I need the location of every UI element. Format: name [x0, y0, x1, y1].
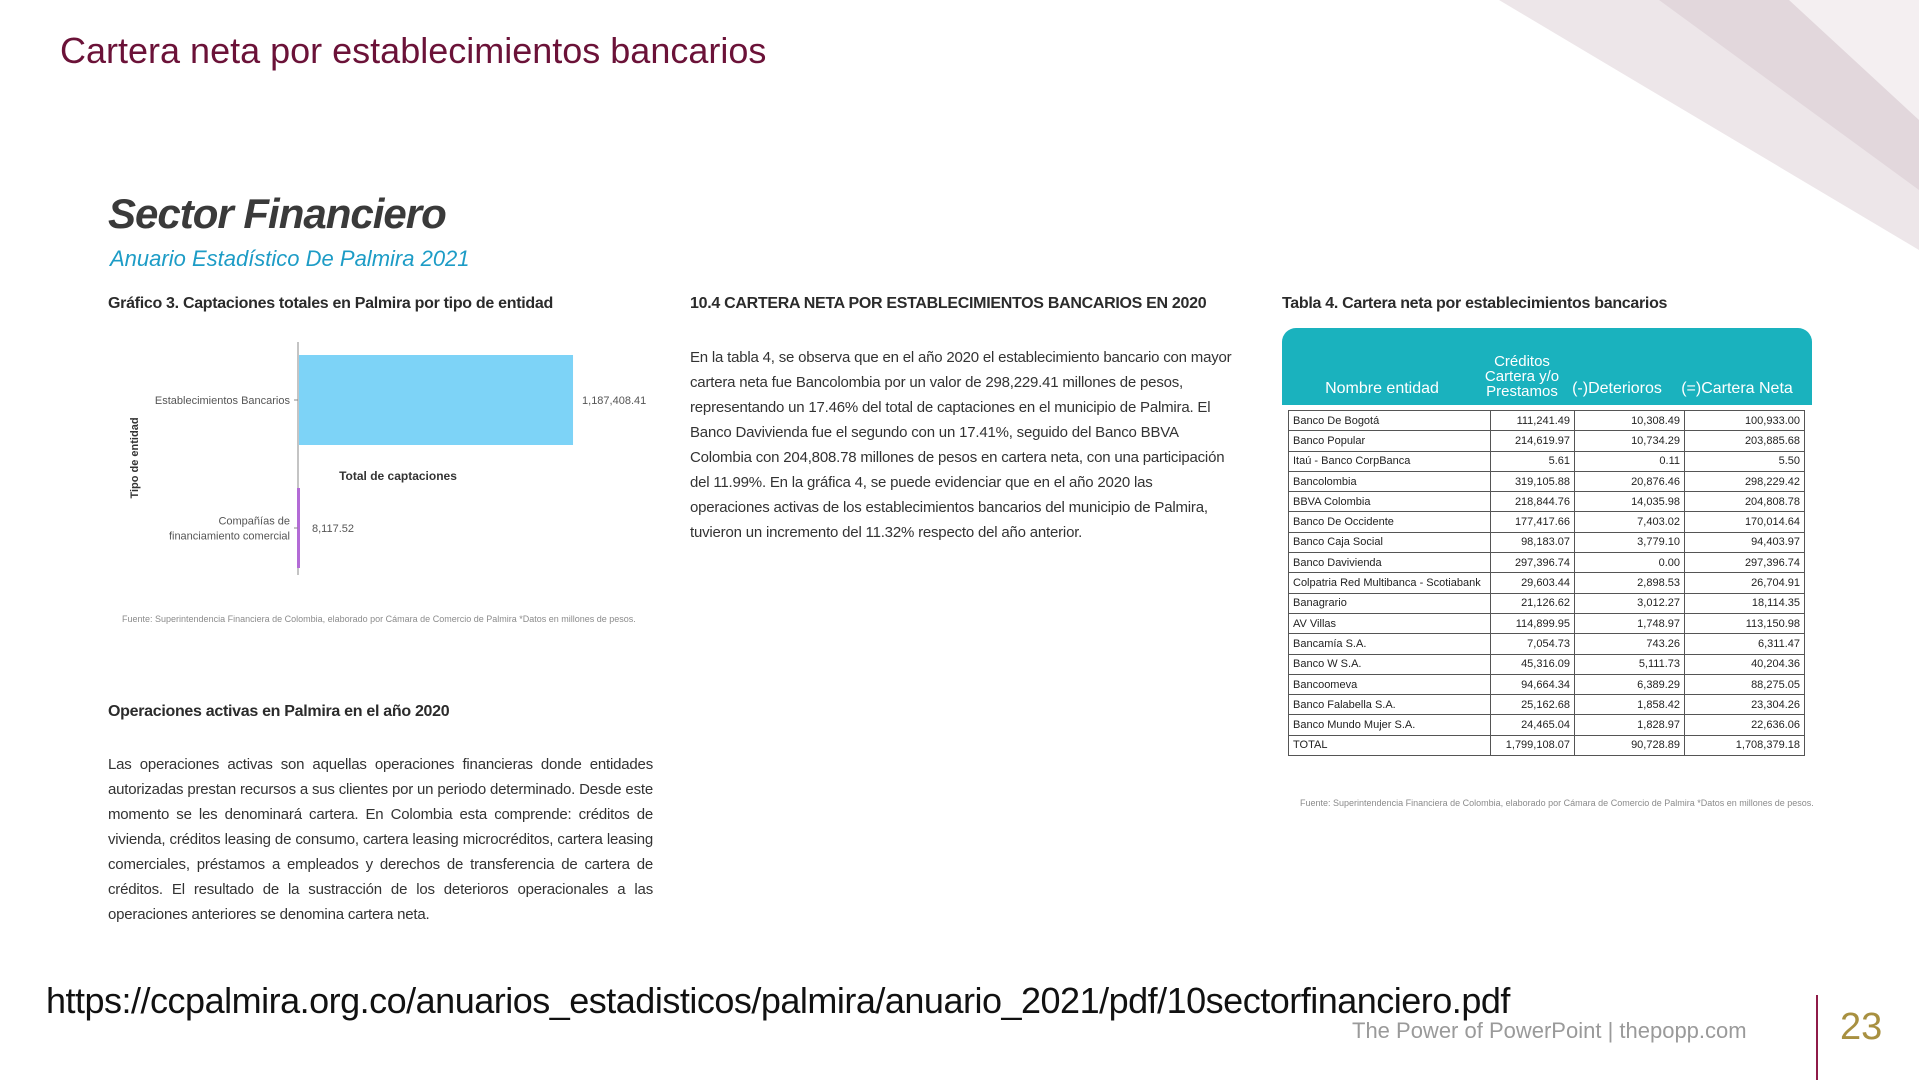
cell-deterioros: 1,858.42 — [1575, 695, 1685, 715]
cell-entity: Banco Davivienda — [1289, 553, 1491, 573]
cell-entity: Bancolombia — [1289, 471, 1491, 491]
cell-credits: 5.61 — [1491, 451, 1575, 471]
cell-net: 1,708,379.18 — [1685, 735, 1805, 755]
cell-entity: Banco Caja Social — [1289, 532, 1491, 552]
table-row — [1289, 634, 1805, 654]
cell-net: 203,885.68 — [1685, 431, 1805, 451]
table-row — [1289, 593, 1805, 613]
table-row — [1289, 695, 1805, 715]
cell-deterioros: 1,748.97 — [1575, 613, 1685, 633]
cell-net: 26,704.91 — [1685, 573, 1805, 593]
bar — [299, 355, 573, 445]
table-row — [1289, 512, 1805, 532]
cell-deterioros: 0.00 — [1575, 553, 1685, 573]
page-number: 23 — [1840, 1006, 1883, 1048]
cell-net: 6,311.47 — [1685, 634, 1805, 654]
table-row — [1289, 715, 1805, 735]
cell-deterioros: 20,876.46 — [1575, 471, 1685, 491]
cell-net: 40,204.36 — [1685, 654, 1805, 674]
cell-credits: 111,241.49 — [1491, 411, 1575, 431]
cell-credits: 21,126.62 — [1491, 593, 1575, 613]
cell-entity: Banco Falabella S.A. — [1289, 695, 1491, 715]
table-row — [1289, 613, 1805, 633]
cell-deterioros: 6,389.29 — [1575, 674, 1685, 694]
cell-entity: Banco Mundo Mujer S.A. — [1289, 715, 1491, 735]
cell-credits: 24,465.04 — [1491, 715, 1575, 735]
cell-deterioros: 743.26 — [1575, 634, 1685, 654]
document-subtitle: Anuario Estadístico De Palmira 2021 — [110, 246, 470, 271]
cell-credits: 114,899.95 — [1491, 613, 1575, 633]
footer-credit: The Power of PowerPoint | thepopp.com — [1352, 1018, 1747, 1043]
cell-deterioros: 2,898.53 — [1575, 573, 1685, 593]
cell-net: 22,636.06 — [1685, 715, 1805, 735]
header-credits: Créditos Cartera y/o Prestamos — [1484, 353, 1560, 400]
cell-deterioros: 10,308.49 — [1575, 411, 1685, 431]
cell-deterioros: 0.11 — [1575, 451, 1685, 471]
cell-entity: BBVA Colombia — [1289, 492, 1491, 512]
cell-net: 170,014.64 — [1685, 512, 1805, 532]
cell-credits: 218,844.76 — [1491, 492, 1575, 512]
chart-source-note: Fuente: Superintendencia Financiera de Colombia, elaborado por Cámara de Comercio de Palmira *Datos en millones de pesos. — [122, 614, 636, 624]
cell-net: 297,396.74 — [1685, 553, 1805, 573]
data-table-container — [1282, 328, 1812, 756]
table-row — [1289, 411, 1805, 431]
cell-net: 100,933.00 — [1685, 411, 1805, 431]
cell-net: 113,150.98 — [1685, 613, 1805, 633]
cell-deterioros: 3,012.27 — [1575, 593, 1685, 613]
cell-entity: Bancamía S.A. — [1289, 634, 1491, 654]
cell-deterioros: 3,779.10 — [1575, 532, 1685, 552]
category-label: financiamiento comercial — [168, 530, 290, 543]
source-url[interactable]: https://ccpalmira.org.co/anuarios_estadisticos/palmira/anuario_2021/pdf/10sectorfinanciero.pdf — [46, 980, 1510, 1021]
cell-entity: AV Villas — [1289, 613, 1491, 633]
document-title: Sector Financiero — [108, 190, 446, 237]
cell-entity: Banco W S.A. — [1289, 654, 1491, 674]
footer-divider — [1816, 995, 1818, 1080]
chart-heading: Gráfico 3. Captaciones totales en Palmira por tipo de entidad — [108, 295, 553, 312]
cell-credits: 94,664.34 — [1491, 674, 1575, 694]
cell-entity: Banagrario — [1289, 593, 1491, 613]
y-axis-label: Tipo de entidad — [129, 417, 141, 499]
cell-entity: Banco De Occidente — [1289, 512, 1491, 532]
cell-entity: Colpatria Red Multibanca - Scotiabank — [1289, 573, 1491, 593]
cell-net: 204,808.78 — [1685, 492, 1805, 512]
table-header — [1282, 328, 1812, 405]
table-row — [1289, 431, 1805, 451]
category-label: Establecimientos Bancarios — [154, 395, 290, 407]
cell-entity: Banco Popular — [1289, 431, 1491, 451]
header-entity-name: Nombre entidad — [1325, 380, 1439, 397]
cell-deterioros: 90,728.89 — [1575, 735, 1685, 755]
data-label: 1,187,408.41 — [582, 395, 647, 407]
cell-net: 88,275.05 — [1685, 674, 1805, 694]
cell-net: 23,304.26 — [1685, 695, 1805, 715]
cell-net: 94,403.97 — [1685, 532, 1805, 552]
cell-entity: TOTAL — [1289, 735, 1491, 755]
header-deterioros: (-)Deterioros — [1572, 380, 1662, 397]
cell-credits: 214,619.97 — [1491, 431, 1575, 451]
cell-credits: 297,396.74 — [1491, 553, 1575, 573]
bar-chart — [108, 330, 648, 600]
table-row — [1289, 654, 1805, 674]
operations-paragraph: Las operaciones activas son aquellas operaciones financieras donde entidades autorizadas prestan recursos a sus clientes por un periodo determinado. Desde este momento se les denominará cartera. En Colombia esta comprende: créditos de vivienda, créditos leasing de consumo, cartera leasing microcréditos, cartera leasing comerciales, préstamos a empleados y derechos de transferencia de cartera de créditos. El resultado de la sustracción de los deterioros operacionales a las operaciones anteriores se denomina cartera neta. — [108, 756, 653, 923]
header-net-portfolio: (=)Cartera Neta — [1681, 380, 1793, 397]
cell-credits: 45,316.09 — [1491, 654, 1575, 674]
cell-net: 298,229.42 — [1685, 471, 1805, 491]
data-table — [1288, 410, 1805, 756]
table-row — [1289, 492, 1805, 512]
table-source-note: Fuente: Superintendencia Financiera de Colombia, elaborado por Cámara de Comercio de Palmira *Datos en millones de pesos. — [1300, 798, 1814, 808]
cell-credits: 319,105.88 — [1491, 471, 1575, 491]
table-row — [1289, 471, 1805, 491]
table-row — [1289, 735, 1805, 755]
cell-net: 5.50 — [1685, 451, 1805, 471]
cell-deterioros: 7,403.02 — [1575, 512, 1685, 532]
cell-entity: Banco De Bogotá — [1289, 411, 1491, 431]
cell-deterioros: 5,111.73 — [1575, 654, 1685, 674]
operations-heading: Operaciones activas en Palmira en el año 2020 — [108, 703, 450, 720]
category-label: Compañías de — [218, 515, 290, 528]
x-axis-label: Total de captaciones — [339, 469, 457, 483]
table-row — [1289, 532, 1805, 552]
slide-title: Cartera neta por establecimientos bancarios — [60, 30, 767, 71]
cell-entity: Bancoomeva — [1289, 674, 1491, 694]
cell-entity: Itaú - Banco CorpBanca — [1289, 451, 1491, 471]
cell-credits: 29,603.44 — [1491, 573, 1575, 593]
cell-net: 18,114.35 — [1685, 593, 1805, 613]
cell-credits: 7,054.73 — [1491, 634, 1575, 654]
section-paragraph: En la tabla 4, se observa que en el año 2020 el establecimiento bancario con mayor cartera neta fue Bancolombia por un valor de 298,229.41 millones de pesos, representando un 17.46% del total de captaciones en el municipio de Palmira. El Banco Davivienda fue el segundo con un 17.41%, seguido del Banco BBVA Colombia con 204,808.78 millones de pesos en cartera neta, con una participación del 11.99%. En la gráfica 4, se puede evidenciar que en el año 2020 las operaciones activas de los establecimientos bancarios del municipio de Palmira, tuvieron un incremento del 11.32% respecto del año anterior. — [690, 349, 1232, 541]
cell-credits: 1,799,108.07 — [1491, 735, 1575, 755]
cell-credits: 177,417.66 — [1491, 512, 1575, 532]
data-label: 8,117.52 — [312, 523, 355, 535]
cell-credits: 98,183.07 — [1491, 532, 1575, 552]
cell-deterioros: 1,828.97 — [1575, 715, 1685, 735]
table-row — [1289, 573, 1805, 593]
cell-deterioros: 10,734.29 — [1575, 431, 1685, 451]
cell-deterioros: 14,035.98 — [1575, 492, 1685, 512]
table-row — [1289, 553, 1805, 573]
section-heading: 10.4 CARTERA NETA POR ESTABLECIMIENTOS BANCARIOS EN 2020 — [690, 295, 1207, 312]
table-row — [1289, 674, 1805, 694]
cell-credits: 25,162.68 — [1491, 695, 1575, 715]
table-title: Tabla 4. Cartera neta por establecimientos bancarios — [1282, 295, 1668, 312]
corner-decoration — [1459, 0, 1919, 250]
table-row — [1289, 451, 1805, 471]
